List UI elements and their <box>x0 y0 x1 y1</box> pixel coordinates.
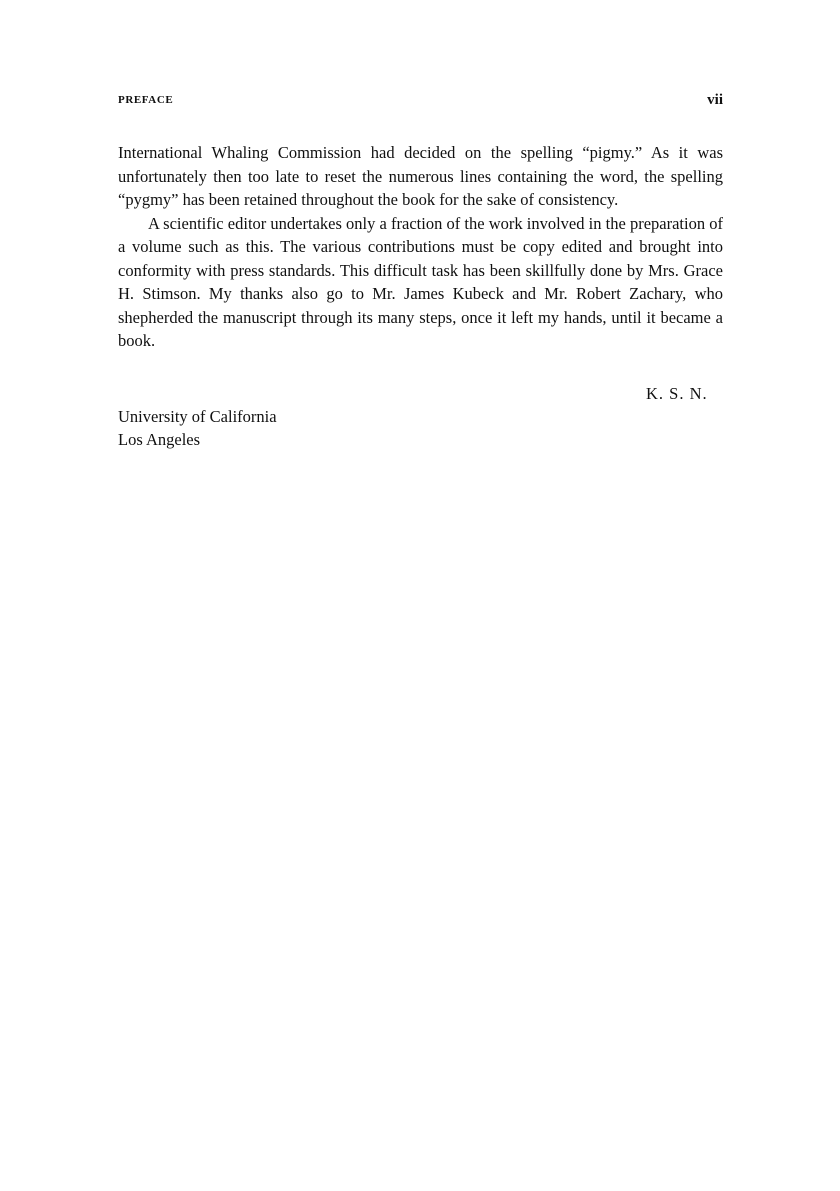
paragraph-continued: International Whaling Commission had decided on the spelling “pigmy.” As it was unfortunately then too late to reset the numerous lines containing the word, the spelling “pygmy” has been retained throughout the book for the sake of consistency. <box>118 143 723 209</box>
paragraph-acknowledgements: A scientific editor undertakes only a fraction of the work involved in the preparation of a volume such as this. The various contributions must be copy edited and brought into conformity with press standards. This difficult task has been skillfully done by Mrs. Grace H. Stimson. My thanks also go to Mr. James Kubeck and Mr. Robert Zachary, who shepherded the manuscript through its many steps, once it left my hands, until it became a book. <box>118 213 723 350</box>
place-city: Los Angeles <box>118 430 201 449</box>
author-initials: K. S. N. <box>646 384 708 403</box>
page-number: vii <box>707 92 723 108</box>
body-text <box>118 141 723 353</box>
running-head-title: PREFACE <box>118 94 174 106</box>
place-block <box>118 405 277 451</box>
running-head <box>118 94 723 114</box>
place-institution: University of California <box>118 407 277 426</box>
